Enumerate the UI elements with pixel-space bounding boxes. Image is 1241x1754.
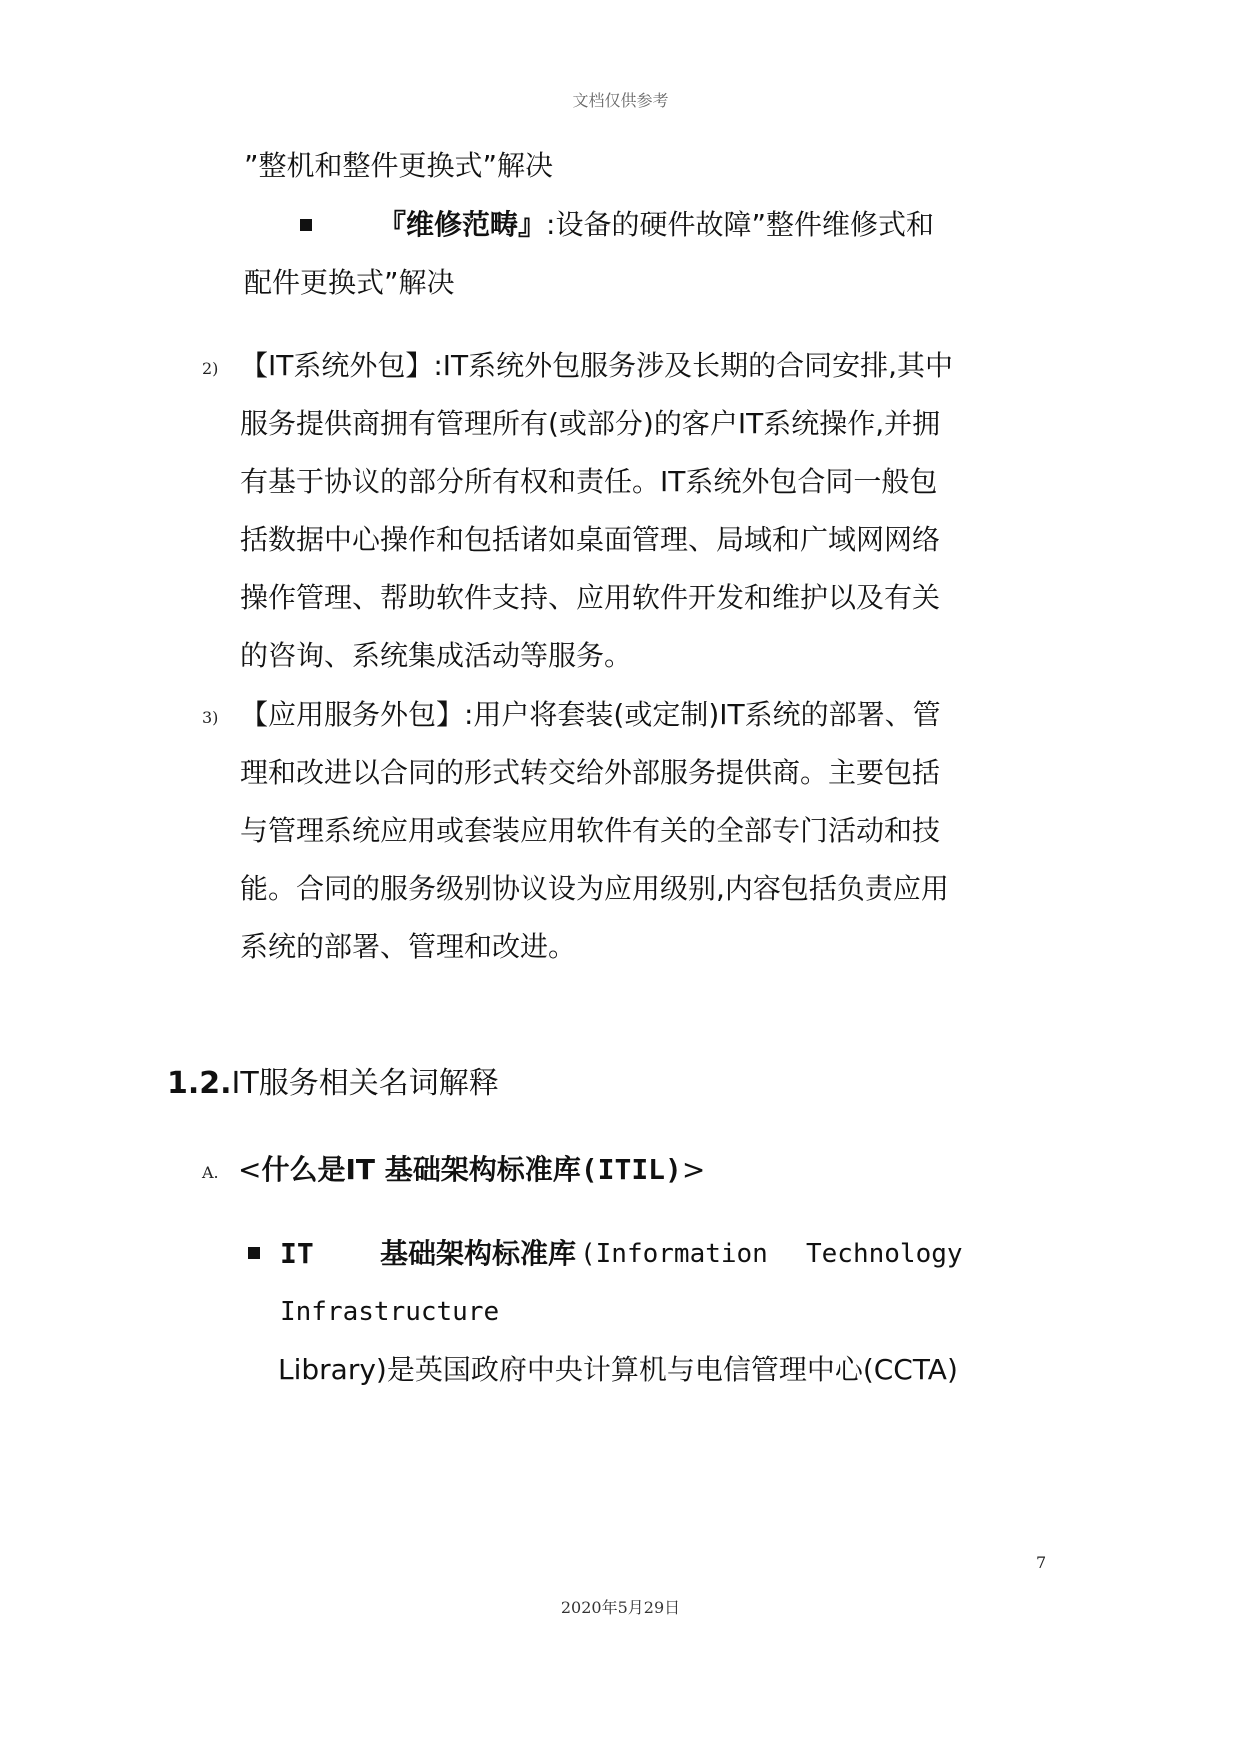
repair-bullet-line: [378, 205, 934, 245]
list-marker-3: 3): [202, 708, 219, 727]
subsection-open: <: [238, 1153, 262, 1186]
page-footer: 2020年5月29日: [560, 1598, 681, 1617]
itil-line-3: Library)是英国政府中央计算机与电信管理中心(CCTA): [278, 1353, 958, 1386]
section-heading: [167, 1063, 499, 1105]
section-number: 1.2.: [167, 1066, 232, 1101]
item3-line-3: 与管理系统应用或套装应用软件有关的全部专门活动和技: [240, 814, 941, 847]
itil-term-cn: 基础架构标准库: [380, 1237, 577, 1270]
item2-line-2: 服务提供商拥有管理所有(或部分)的客户IT系统操作,并拥: [240, 407, 941, 440]
subsection-heading: [238, 1150, 705, 1190]
item3-line-4: 能。合同的服务级别协议设为应用级别,内容包括负责应用: [240, 872, 949, 905]
page-header: 文档仅供参考: [572, 91, 669, 110]
list-marker-2: 2): [202, 359, 219, 378]
item2-line-3: 有基于协议的部分所有权和责任。IT系统外包合同一般包: [240, 465, 938, 498]
repair-text: :设备的硬件故障”整件维修式和: [546, 208, 934, 241]
item2-line-6: 的咨询、系统集成活动等服务。: [240, 639, 633, 672]
itil-word-technology: Technology: [806, 1239, 963, 1269]
subsection-marker: A.: [202, 1163, 219, 1182]
item3-line-5: 系统的部署、管理和改进。: [240, 930, 577, 963]
subsection-close: >: [681, 1153, 706, 1186]
repair-line-2: 配件更换式”解决: [244, 266, 455, 299]
item2-line-4: 括数据中心操作和包括诸如桌面管理、局域和广域网网络: [240, 523, 941, 556]
section-title: IT服务相关名词解释: [231, 1066, 499, 1101]
itil-bullet-icon: [248, 1247, 260, 1259]
item3-line-1: 【应用服务外包】:用户将套装(或定制)IT系统的部署、管: [240, 698, 941, 731]
item2-line-5: 操作管理、帮助软件支持、应用软件开发和维护以及有关: [240, 581, 941, 614]
itil-paren-open: (Information: [580, 1239, 768, 1269]
square-bullet-icon: [300, 219, 312, 231]
subsection-title: 什么是IT 基础架构标准库: [261, 1153, 581, 1186]
continuation-line: ”整机和整件更换式”解决: [244, 149, 554, 182]
itil-line-2: Infrastructure: [280, 1297, 500, 1327]
repair-term: 『维修范畴』: [378, 208, 547, 241]
item3-line-2: 理和改进以合同的形式转交给外部服务提供商。主要包括: [240, 756, 941, 789]
itil-term-it: IT: [280, 1237, 314, 1270]
subsection-paren: (ITIL): [580, 1153, 682, 1186]
page-number: 7: [1036, 1553, 1047, 1572]
item2-line-1: 【IT系统外包】:IT系统外包服务涉及长期的合同安排,其中: [240, 349, 954, 382]
